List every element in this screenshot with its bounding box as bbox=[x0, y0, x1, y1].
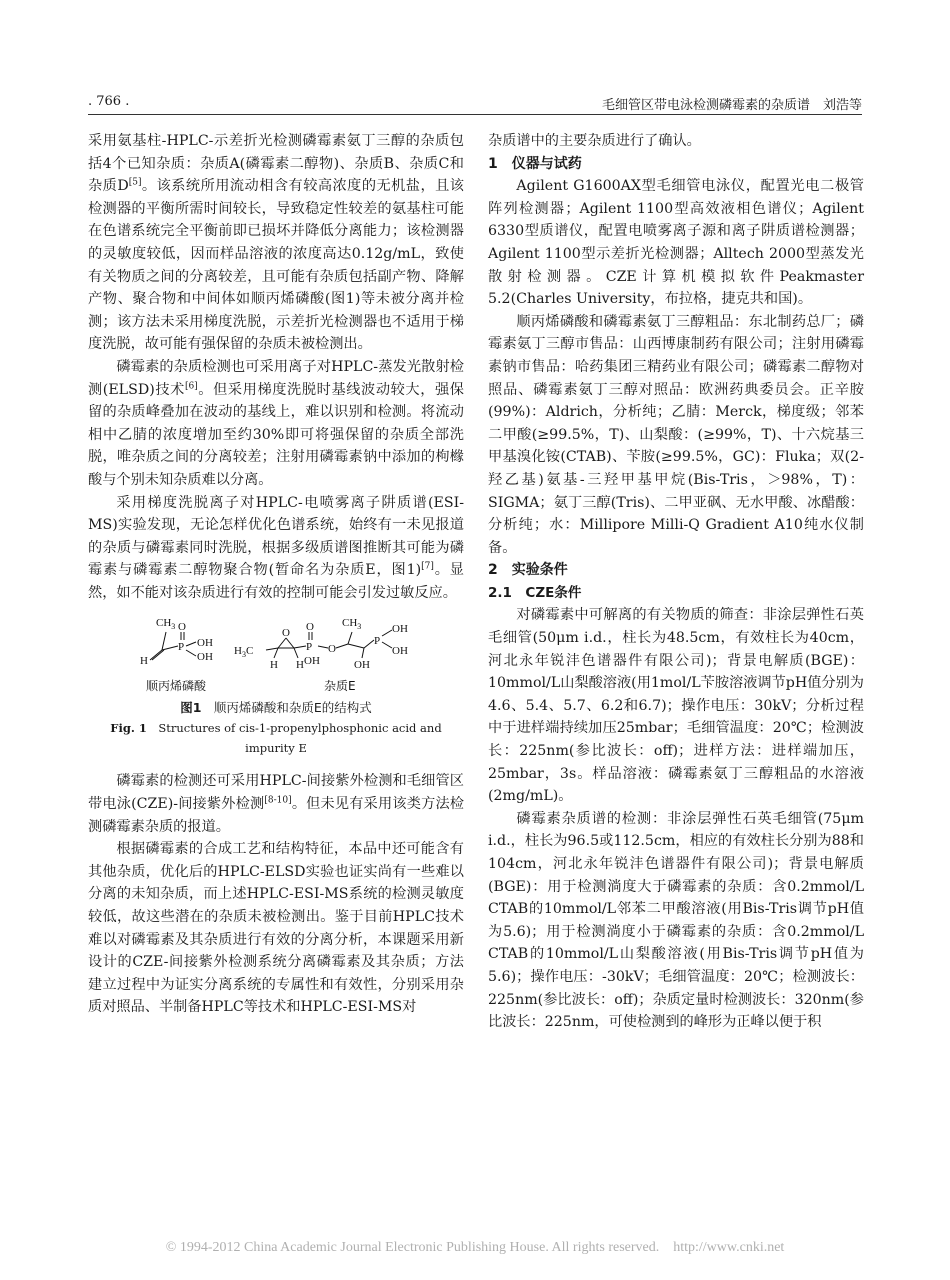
figure-caption-en bbox=[88, 718, 464, 758]
citation: [8-10] bbox=[264, 795, 292, 806]
structure-diagram bbox=[106, 610, 446, 698]
label-p: P bbox=[306, 641, 313, 654]
subsection-heading: 2.1 CZE条件 bbox=[488, 584, 582, 601]
citation: [6] bbox=[184, 380, 198, 391]
label-h: H bbox=[140, 655, 148, 668]
label-o: O bbox=[306, 621, 314, 634]
text: 。显然，如不能对该杂质进行有效的控制可能会引发过敏反应。 bbox=[88, 562, 464, 601]
figure-1 bbox=[88, 610, 464, 758]
label-h: H bbox=[270, 659, 278, 672]
paragraph bbox=[88, 130, 464, 356]
label-oh: OH bbox=[392, 645, 408, 658]
text: 。但采用梯度洗脱时基线波动较大，强保留的杂质峰叠加在波动的基线上，难以识别和检测。将流动相中乙腈的浓度增加至约30%即可将强保留的杂质全部洗脱，唯杂质之间的分离较差；注射用磷霉素钠中添加的枸橼酸与个别未知杂质难以分离。 bbox=[88, 381, 464, 488]
paragraph: 根据磷霉素的合成工艺和结构特征，本品中还可能含有其他杂质，优化后的HPLC-ELSD实验也证实尚有一些难以分离的未知杂质，而上述HPLC-ESI-MS系统的检测灵敏度较低，故这些潜在的杂质未被检测出。鉴于目前HPLC技术难以对磷霉素及其杂质进行有效的分离分析，本课题采用新设计的CZE-间接紫外检测系统分离磷霉素及其杂质；方法建立过程中为证实分离系统的专属性和有效性，分别采用杂质对照品、半制备HPLC等技术和HPLC-ESI-MS对 bbox=[88, 841, 464, 1016]
left-column bbox=[88, 130, 464, 1019]
section-heading: 1 仪器与试药 bbox=[488, 155, 582, 172]
citation: [7] bbox=[421, 561, 434, 572]
figure-number: Fig. 1 bbox=[110, 721, 147, 736]
text: 磷霉素的杂质检测也可采用离子对HPLC-蒸发光散射检测(ELSD)技术 bbox=[88, 358, 464, 398]
label-o: O bbox=[178, 621, 186, 634]
label-oh: OH bbox=[304, 655, 320, 668]
paragraph bbox=[88, 492, 464, 605]
structure-label-b: 杂质E bbox=[324, 679, 356, 694]
label-oh: OH bbox=[197, 637, 213, 650]
label-o: O bbox=[328, 643, 336, 656]
text: 。但未见有采用该类方法检测磷霉素杂质的报道。 bbox=[88, 796, 464, 835]
section-heading: 2 实验条件 bbox=[488, 562, 568, 579]
page-number: . 766 . bbox=[88, 94, 130, 109]
label-oh: OH bbox=[197, 651, 213, 664]
text: 采用氨基柱-HPLC-示差折光检测磷霉素氨丁三醇的杂质包括4个已知杂质：杂质A(磷霉素二醇物)、杂质B、杂质C和杂质D bbox=[88, 133, 464, 195]
structure-cis-propenylphosphonic-acid bbox=[150, 632, 196, 660]
label-o: O bbox=[282, 627, 290, 640]
caption-text: 顺丙烯磷酸和杂质E的结构式 bbox=[213, 700, 372, 716]
text: 采用梯度洗脱离子对HPLC-电喷雾离子阱质谱(ESI-MS)实验发现，无论怎样优化色谱系统，始终有一未见报道的杂质与磷霉素同时洗脱，根据多级质谱图推断其可能为磷霉素与磷霉素二醇物聚合物(暂命名为杂质E，图1) bbox=[88, 494, 464, 579]
label-oh: OH bbox=[354, 659, 370, 672]
paragraph bbox=[88, 356, 464, 492]
text: 磷霉素的检测还可采用HPLC-间接紫外检测和毛细管区带电泳(CZE)-间接紫外检测 bbox=[88, 773, 464, 813]
label-ch3: $CH_3$ bbox=[156, 617, 176, 632]
label-h3c: $H_3C$ bbox=[234, 645, 254, 660]
running-header bbox=[88, 92, 862, 115]
paragraph bbox=[88, 770, 464, 838]
text: 。该系统所用流动相含有较高浓度的无机盐，且该检测器的平衡所需时间较长，导致稳定性较差的氨基柱可能在色谱系统完全平衡前即已损坏并降低分离能力；该检测器的灵敏度较低，因而样品溶液的浓度高达0.12g/mL，致使有关物质之间的分离较差，且可能有杂质包括副产物、降解产物、聚合物和中间体如顺丙烯磷酸(图1)等未被分离并检测；该方法未采用梯度洗脱，示差折光检测器也不适用于梯度洗脱，故可能有强保留的杂质未被检测出。 bbox=[88, 178, 464, 353]
paragraph: 对磷霉素中可解离的有关物质的筛查：非涂层弹性石英毛细管(50μm i.d.，柱长为48.5cm，有效柱长为40cm，河北永年锐沣色谱器件有限公司)；背景电解质(BGE)：10mmol/L山梨酸溶液(用1mol/L苄胺溶液调节pH值分别为4.6、5.4、5.7、6.2和6.7)；操作电压：30kV；分析过程中于进样端持续加压25mbar；毛细管温度：20℃；检测波长：225nm(参比波长：off)；进样方法：进样端加压，25mbar，3s。样品溶液：磷霉素氨丁三醇粗品的水溶液(2mg/mL)。 bbox=[488, 607, 864, 805]
paragraph: 磷霉素杂质谱的检测：非涂层弹性石英毛细管(75μm i.d.，柱长为96.5或112.5cm，相应的有效柱长分别为88和104cm，河北永年锐沣色谱器件有限公司)；背景电解质(BGE)：用于检测淌度大于磷霉素的杂质：含0.2mmol/L CTAB的10mmol/L邻苯二甲酸溶液(用Bis-Tris调节pH值为5.6)；用于检测淌度小于磷霉素的杂质：含0.2mmol/L CTAB的10mmol/L山梨酸溶液(用Bis-Tris调节pH值为5.6)；操作电压：-30kV；毛细管温度：20℃；检测波长：225nm(参比波长：off)；杂质定量时检测波长：320nm(参比波长：225nm，可使检测到的峰形为正峰以便于积 bbox=[488, 810, 864, 1031]
paragraph: 顺丙烯磷酸和磷霉素氨丁三醇粗品：东北制药总厂；磷霉素氨丁三醇市售品：山西博康制药有限公司；注射用磷霉素钠市售品：哈药集团三精药业有限公司；磷霉素二醇物对照品、磷霉素氨丁三醇对照品：欧洲药典委员会。正辛胺(99%)：Aldrich，分析纯；乙腈：Merck，梯度级；邻苯二甲酸(≥99.5%，T)、山梨酸：(≥99%，T)、十六烷基三甲基溴化铵(CTAB)、苄胺(≥99.5%，GC)：Fluka；双(2-羟乙基)氨基-三羟甲基甲烷(Bis-Tris，＞98%，T)：SIGMA；氨丁三醇(Tris)、二甲亚砜、无水甲酸、冰醋酸：分析纯；水：Millipore Milli-Q Gradient A10纯水仪制备。 bbox=[488, 313, 864, 556]
paragraph: Agilent G1600AX型毛细管电泳仪，配置光电二极管阵列检测器；Agilent 1100型高效液相色谱仪；Agilent 6330型质谱仪，配置电喷雾离子源和离子阱质谱检测器；Agilent 1100型示差折光检测器；Alltech 2000型蒸发光散射检测器。CZE计算机模拟软件Peakmaster 5.2(Charles University，布拉格，捷克共和国)。 bbox=[488, 178, 864, 308]
label-oh: OH bbox=[392, 623, 408, 636]
label-h: H bbox=[296, 659, 304, 672]
figure-caption-cn bbox=[88, 698, 464, 718]
figure-number: 图1 bbox=[180, 700, 202, 716]
paragraph: 杂质谱中的主要杂质进行了确认。 bbox=[488, 133, 701, 149]
running-title: 毛细管区带电泳检测磷霉素的杂质谱 刘浩等 bbox=[601, 98, 862, 113]
copyright-footer: © 1994-2012 China Academic Journal Electronic Publishing House. All rights reserved. http://www.cnki.net bbox=[165, 1240, 785, 1255]
structure-label-a: 顺丙烯磷酸 bbox=[146, 679, 207, 694]
caption-text: Structures of cis-1-propenylphosphonic acid and impurity E bbox=[158, 721, 442, 756]
citation: [5] bbox=[128, 177, 142, 188]
label-p: P bbox=[374, 635, 381, 648]
label-ch3: $CH_3$ bbox=[342, 617, 362, 632]
label-p: P bbox=[178, 641, 185, 654]
right-column bbox=[488, 130, 864, 1034]
